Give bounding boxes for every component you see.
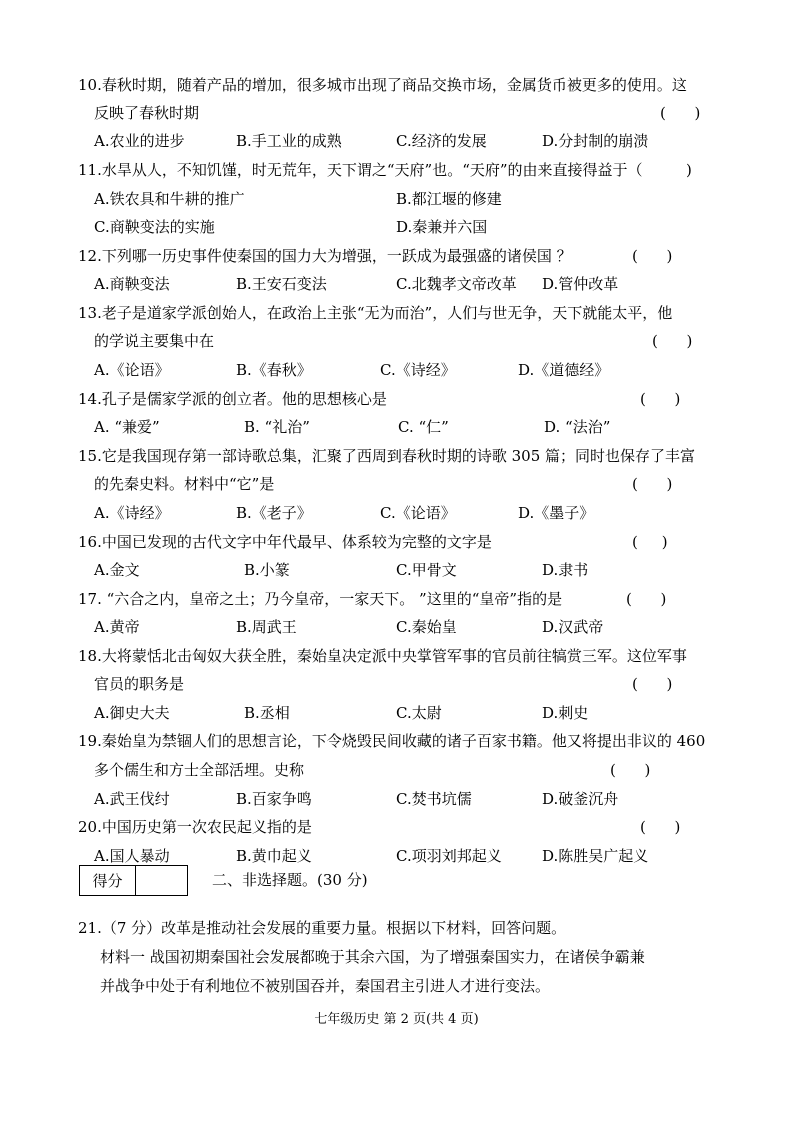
question-11-option-c: C.商鞅变法的实施 <box>94 218 215 236</box>
question-17-option-d: D.汉武帝 <box>542 618 604 636</box>
question-19-answer-bracket: ( ) <box>610 761 651 779</box>
question-20-option-a: A.国人暴动 <box>94 847 170 865</box>
question-15-line-1: 15.它是我国现存第一部诗歌总集，汇聚了西周到春秋时期的诗歌 305 篇；同时也保存了丰富 <box>78 447 696 465</box>
question-14-option-d: D. “法治” <box>544 418 611 436</box>
question-21-material-line-1: 材料一 战国初期秦国社会发展都晚于其余六国，为了增强秦国实力，在诸侯争霸兼 <box>100 948 645 966</box>
question-16-option-d: D.隶书 <box>542 561 589 579</box>
question-18-line-2: 官员的职务是 <box>94 675 185 693</box>
question-18-option-a: A.御史大夫 <box>94 704 170 722</box>
question-12-option-a: A.商鞅变法 <box>94 275 170 293</box>
question-14-option-a: A. “兼爱” <box>94 418 160 436</box>
section-two-title: 二、非选择题。(30 分) <box>212 871 368 889</box>
question-19-option-d: D.破釜沉舟 <box>542 790 619 808</box>
question-10-answer-bracket: ( ) <box>660 104 701 122</box>
question-21-material-line-2: 并战争中处于有利地位不被别国吞并，秦国君主引进人才进行变法。 <box>100 977 551 995</box>
question-10-option-b: B.手工业的成熟 <box>236 132 342 150</box>
question-12-option-b: B.王安石变法 <box>236 275 327 293</box>
question-16-answer-bracket: ( ) <box>632 533 668 551</box>
score-blank-cell <box>136 866 187 895</box>
question-20-option-d: D.陈胜吴广起义 <box>542 847 649 865</box>
question-17-option-c: C.秦始皇 <box>396 618 457 636</box>
question-13-option-b: B.《春秋》 <box>236 361 312 379</box>
question-14-option-c: C. “仁” <box>398 418 449 436</box>
question-18-option-d: D.刺史 <box>542 704 589 722</box>
question-16-line-1: 16.中国已发现的古代文字中年代最早、体系较为完整的文字是 <box>78 533 492 551</box>
question-16-option-b: B.小篆 <box>244 561 290 579</box>
question-15-option-a: A.《诗经》 <box>94 504 170 522</box>
question-11-answer-bracket: ) <box>686 161 692 179</box>
score-box <box>79 865 188 896</box>
question-20-option-b: B.黄巾起义 <box>236 847 312 865</box>
question-10-line-2: 反映了春秋时期 <box>94 104 200 122</box>
question-11-option-a: A.铁农具和牛耕的推广 <box>94 190 245 208</box>
question-20-option-c: C.项羽刘邦起义 <box>396 847 502 865</box>
question-19-option-b: B.百家争鸣 <box>236 790 312 808</box>
question-13-answer-bracket: ( ) <box>652 332 693 350</box>
question-12-option-c: C.北魏孝文帝改革 <box>396 275 517 293</box>
question-10-option-c: C.经济的发展 <box>396 132 487 150</box>
question-16-option-a: A.金文 <box>94 561 140 579</box>
question-12-option-d: D.管仲改革 <box>542 275 619 293</box>
question-15-line-2: 的先秦史料。材料中“它”是 <box>94 475 275 493</box>
question-12-line-1: 12.下列哪一历史事件使秦国的国力大为增强，一跃成为最强盛的诸侯国 ？ <box>78 247 572 265</box>
question-18-option-c: C.太尉 <box>396 704 442 722</box>
question-13-line-2: 的学说主要集中在 <box>94 332 215 350</box>
question-10-option-d: D.分封制的崩溃 <box>542 132 649 150</box>
page-footer: 七年级历史 第 2 页(共 4 页) <box>314 1012 479 1027</box>
question-20-line-1: 20.中国历史第一次农民起义指的是 <box>78 818 312 836</box>
question-14-option-b: B. “礼治” <box>244 418 310 436</box>
question-13-line-1: 13.老子是道家学派创始人，在政治上主张“无为而治”，人们与世无争，天下就能太平，他 <box>78 304 673 322</box>
question-18-answer-bracket: ( ) <box>632 675 673 693</box>
question-17-option-b: B.周武王 <box>236 618 297 636</box>
question-15-answer-bracket: ( ) <box>632 475 673 493</box>
question-10-line-1: 10.春秋时期，随着产品的增加，很多城市出现了商品交换市场，金属货币被更多的使用。这 <box>78 76 687 94</box>
question-14-line-1: 14.孔子是儒家学派的创立者。他的思想核心是 <box>78 390 387 408</box>
question-13-option-d: D.《道德经》 <box>518 361 610 379</box>
question-18-line-1: 18.大将蒙恬北击匈奴大获全胜，秦始皇决定派中央掌管军事的官员前往犒赏三军。这位军事 <box>78 647 687 665</box>
question-15-option-b: B.《老子》 <box>236 504 312 522</box>
question-11-option-b: B.都江堰的修建 <box>396 190 502 208</box>
question-14-answer-bracket: ( ) <box>640 390 681 408</box>
question-17-line-1: 17. “六合之内，皇帝之土；乃今皇帝，一家天下。 ”这里的“皇帝”指的是 <box>78 590 563 608</box>
question-16-option-c: C.甲骨文 <box>396 561 457 579</box>
question-11-option-d: D.秦兼并六国 <box>396 218 488 236</box>
question-17-answer-bracket: ( ) <box>626 590 667 608</box>
question-12-answer-bracket: ( ) <box>632 247 673 265</box>
question-19-option-a: A.武王伐纣 <box>94 790 170 808</box>
question-13-option-a: A.《论语》 <box>94 361 170 379</box>
question-19-line-2: 多个儒生和方士全部活埋。史称 <box>94 761 305 779</box>
question-18-option-b: B.丞相 <box>244 704 290 722</box>
question-17-option-a: A.黄帝 <box>94 618 140 636</box>
question-21-stem: 21.（7 分）改革是推动社会发展的重要力量。根据以下材料，回答问题。 <box>78 919 567 937</box>
question-11-line-1: 11.水旱从人，不知饥馑，时无荒年，天下谓之“天府”也。“天府”的由来直接得益于（ <box>78 161 643 179</box>
question-15-option-d: D.《墨子》 <box>518 504 595 522</box>
question-10-option-a: A.农业的进步 <box>94 132 185 150</box>
question-13-option-c: C.《诗经》 <box>380 361 456 379</box>
question-15-option-c: C.《论语》 <box>380 504 456 522</box>
score-label: 得分 <box>80 866 136 895</box>
question-19-line-1: 19.秦始皇为禁锢人们的思想言论，下令烧毁民间收藏的诸子百家书籍。他又将提出非议的 460 <box>78 732 706 750</box>
question-19-option-c: C.焚书坑儒 <box>396 790 472 808</box>
question-20-answer-bracket: ( ) <box>640 818 681 836</box>
